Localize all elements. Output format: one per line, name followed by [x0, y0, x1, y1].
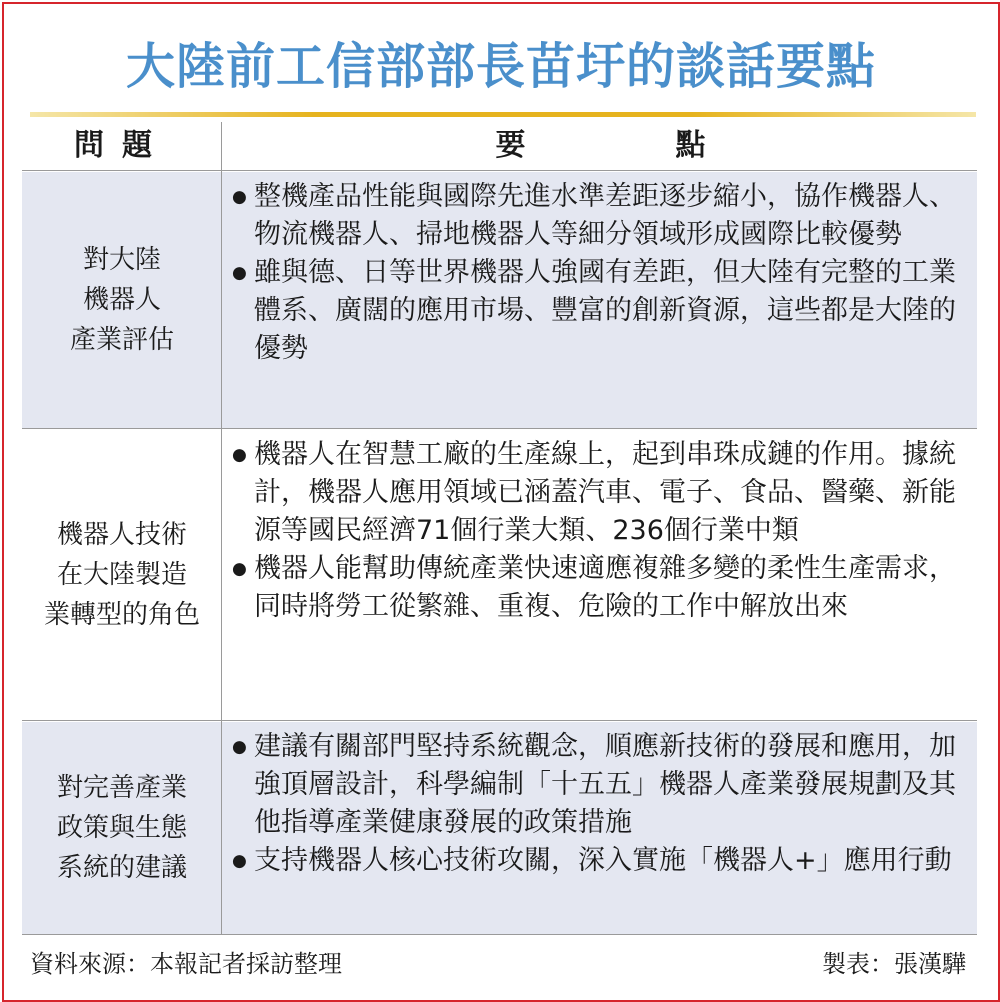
header-issue: 問題	[74, 128, 170, 163]
table-row	[22, 430, 977, 720]
point-item: ● 機器人能幫助傳統產業快速適應複雜多變的柔性生產需求，同時將勞工從繁雜、重複、危險的工作中解放出來	[232, 550, 972, 626]
column-divider	[221, 122, 222, 934]
issue-line: 產業評估	[69, 325, 174, 355]
issue-line: 系統的建議	[56, 853, 187, 883]
point-item: ● 雖與德、日等世界機器人強國有差距，但大陸有完整的工業體系、廣闊的應用市場、豐富的創新資源，這些都是大陸的優勢	[232, 254, 972, 368]
row-divider	[22, 720, 977, 721]
page-title: 大陸前工信部部長苗圩的談話要點	[125, 38, 876, 95]
table-row	[22, 722, 977, 934]
issue-line: 業轉型的角色	[43, 600, 200, 630]
row-divider	[22, 934, 977, 935]
table-row	[22, 172, 977, 428]
maker-credit: 製表：張漢驊	[822, 950, 966, 978]
table-header	[22, 122, 977, 170]
title-underline	[30, 112, 976, 117]
row-issue	[22, 430, 222, 720]
row-points	[232, 728, 972, 880]
issue-line: 對完善產業	[56, 773, 187, 803]
row-issue	[22, 172, 222, 428]
row-points	[232, 436, 972, 626]
point-item: ● 建議有關部門堅持系統觀念，順應新技術的發展和應用，加強頂層設計，科學編制「十五五」機器人產業發展規劃及其他指導產業健康發展的政策措施	[232, 728, 972, 842]
row-divider	[22, 170, 977, 171]
issue-line: 機器人技術	[56, 520, 187, 550]
row-divider	[22, 428, 977, 429]
source-note: 資料來源：本報記者採訪整理	[30, 950, 342, 978]
point-item: ● 機器人在智慧工廠的生產線上，起到串珠成鏈的作用。據統計，機器人應用領域已涵蓋汽車、電子、食品、醫藥、新能源等國民經濟71個行業大類、236個行業中類	[232, 436, 972, 550]
issue-line: 對大陸	[82, 245, 161, 275]
issue-line: 政策與生態	[56, 813, 187, 843]
issue-line: 機器人	[82, 285, 161, 315]
row-points	[232, 178, 972, 368]
point-item: ● 支持機器人核心技術攻關，深入實施「機器人+」應用行動	[232, 842, 972, 880]
point-item: ● 整機產品性能與國際先進水準差距逐步縮小，協作機器人、物流機器人、掃地機器人等細分領域形成國際比較優勢	[232, 178, 972, 254]
issue-line: 在大陸製造	[56, 560, 187, 590]
header-points: 要點	[495, 128, 856, 163]
row-issue	[22, 722, 222, 934]
